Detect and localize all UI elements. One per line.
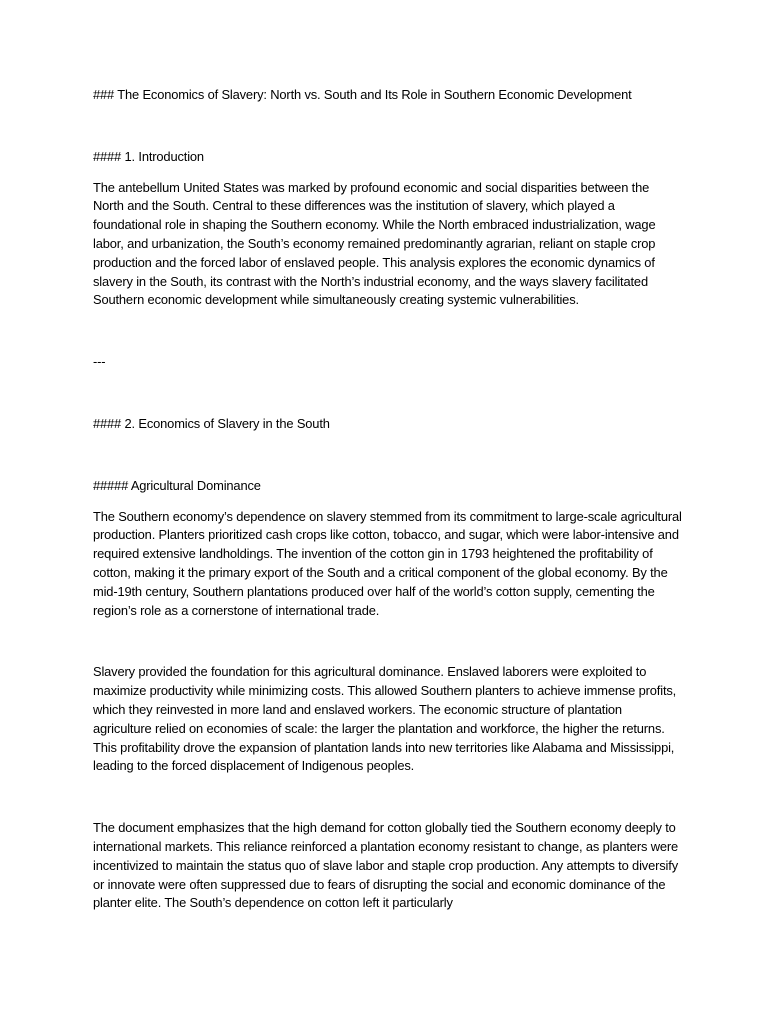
agricultural-paragraph-2: Slavery provided the foundation for this agricultural dominance. Enslaved laborers were exploited to maximize productivity while minimizing costs. This allowed Southern planters to achieve immense profits, which they reinvested in more land and enslaved workers. The economic structure of plantation agriculture relied on economies of scale: the larger the plantation and workforce, the higher the returns. This profitability drove the expansion of plantation lands into new territories like Alabama and Mississippi, leading to the forced displacement of Indigenous peoples.	[93, 664, 677, 774]
agricultural-paragraph-1: The Southern economy’s dependence on slavery stemmed from its commitment to large-scale agricultural production. Planters prioritized cash crops like cotton, tobacco, and sugar, which were labor-intensive and required extensive landholdings. The invention of the cotton gin in 1793 heightened the profitability of cotton, making it the primary export of the South and a critical component of the global economy. By the mid-19th century, Southern plantations produced over half of the world’s cotton supply, cementing the region’s role as a cornerstone of international trade.	[93, 508, 682, 618]
agricultural-dominance-subheading: ##### Agricultural Dominance	[93, 477, 261, 493]
document-title: ### The Economics of Slavery: North vs. South and Its Role in Southern Economic Development	[93, 87, 632, 102]
section-separator: ---	[93, 354, 106, 370]
section2-heading: #### 2. Economics of Slavery in the South	[93, 415, 330, 431]
document-page	[93, 86, 683, 913]
intro-paragraph: The antebellum United States was marked by profound economic and social disparities between the North and the South. Central to these differences was the institution of slavery, which played a foundational role in shaping the Southern economy. While the North embraced industrialization, wage labor, and urbanization, the South’s economy remained predominantly agrarian, reliant on staple crop production and the forced labor of enslaved people. This analysis explores the economic dynamics of slavery in the South, its contrast with the North’s industrial economy, and the ways slavery facilitated Southern economic development while simultaneously creating systemic vulnerabilities.	[93, 179, 656, 308]
agricultural-paragraph-3: The document emphasizes that the high demand for cotton globally tied the Southern economy deeply to international markets. This reliance reinforced a plantation economy resistant to change, as planters were incentivized to maintain the status quo of slave labor and staple crop production. Any attempts to diversify or innovate were often suppressed due to fears of disrupting the social and economic dominance of the planter elite. The South’s dependence on cotton left it particularly	[93, 820, 679, 911]
intro-heading: #### 1. Introduction	[93, 148, 204, 164]
